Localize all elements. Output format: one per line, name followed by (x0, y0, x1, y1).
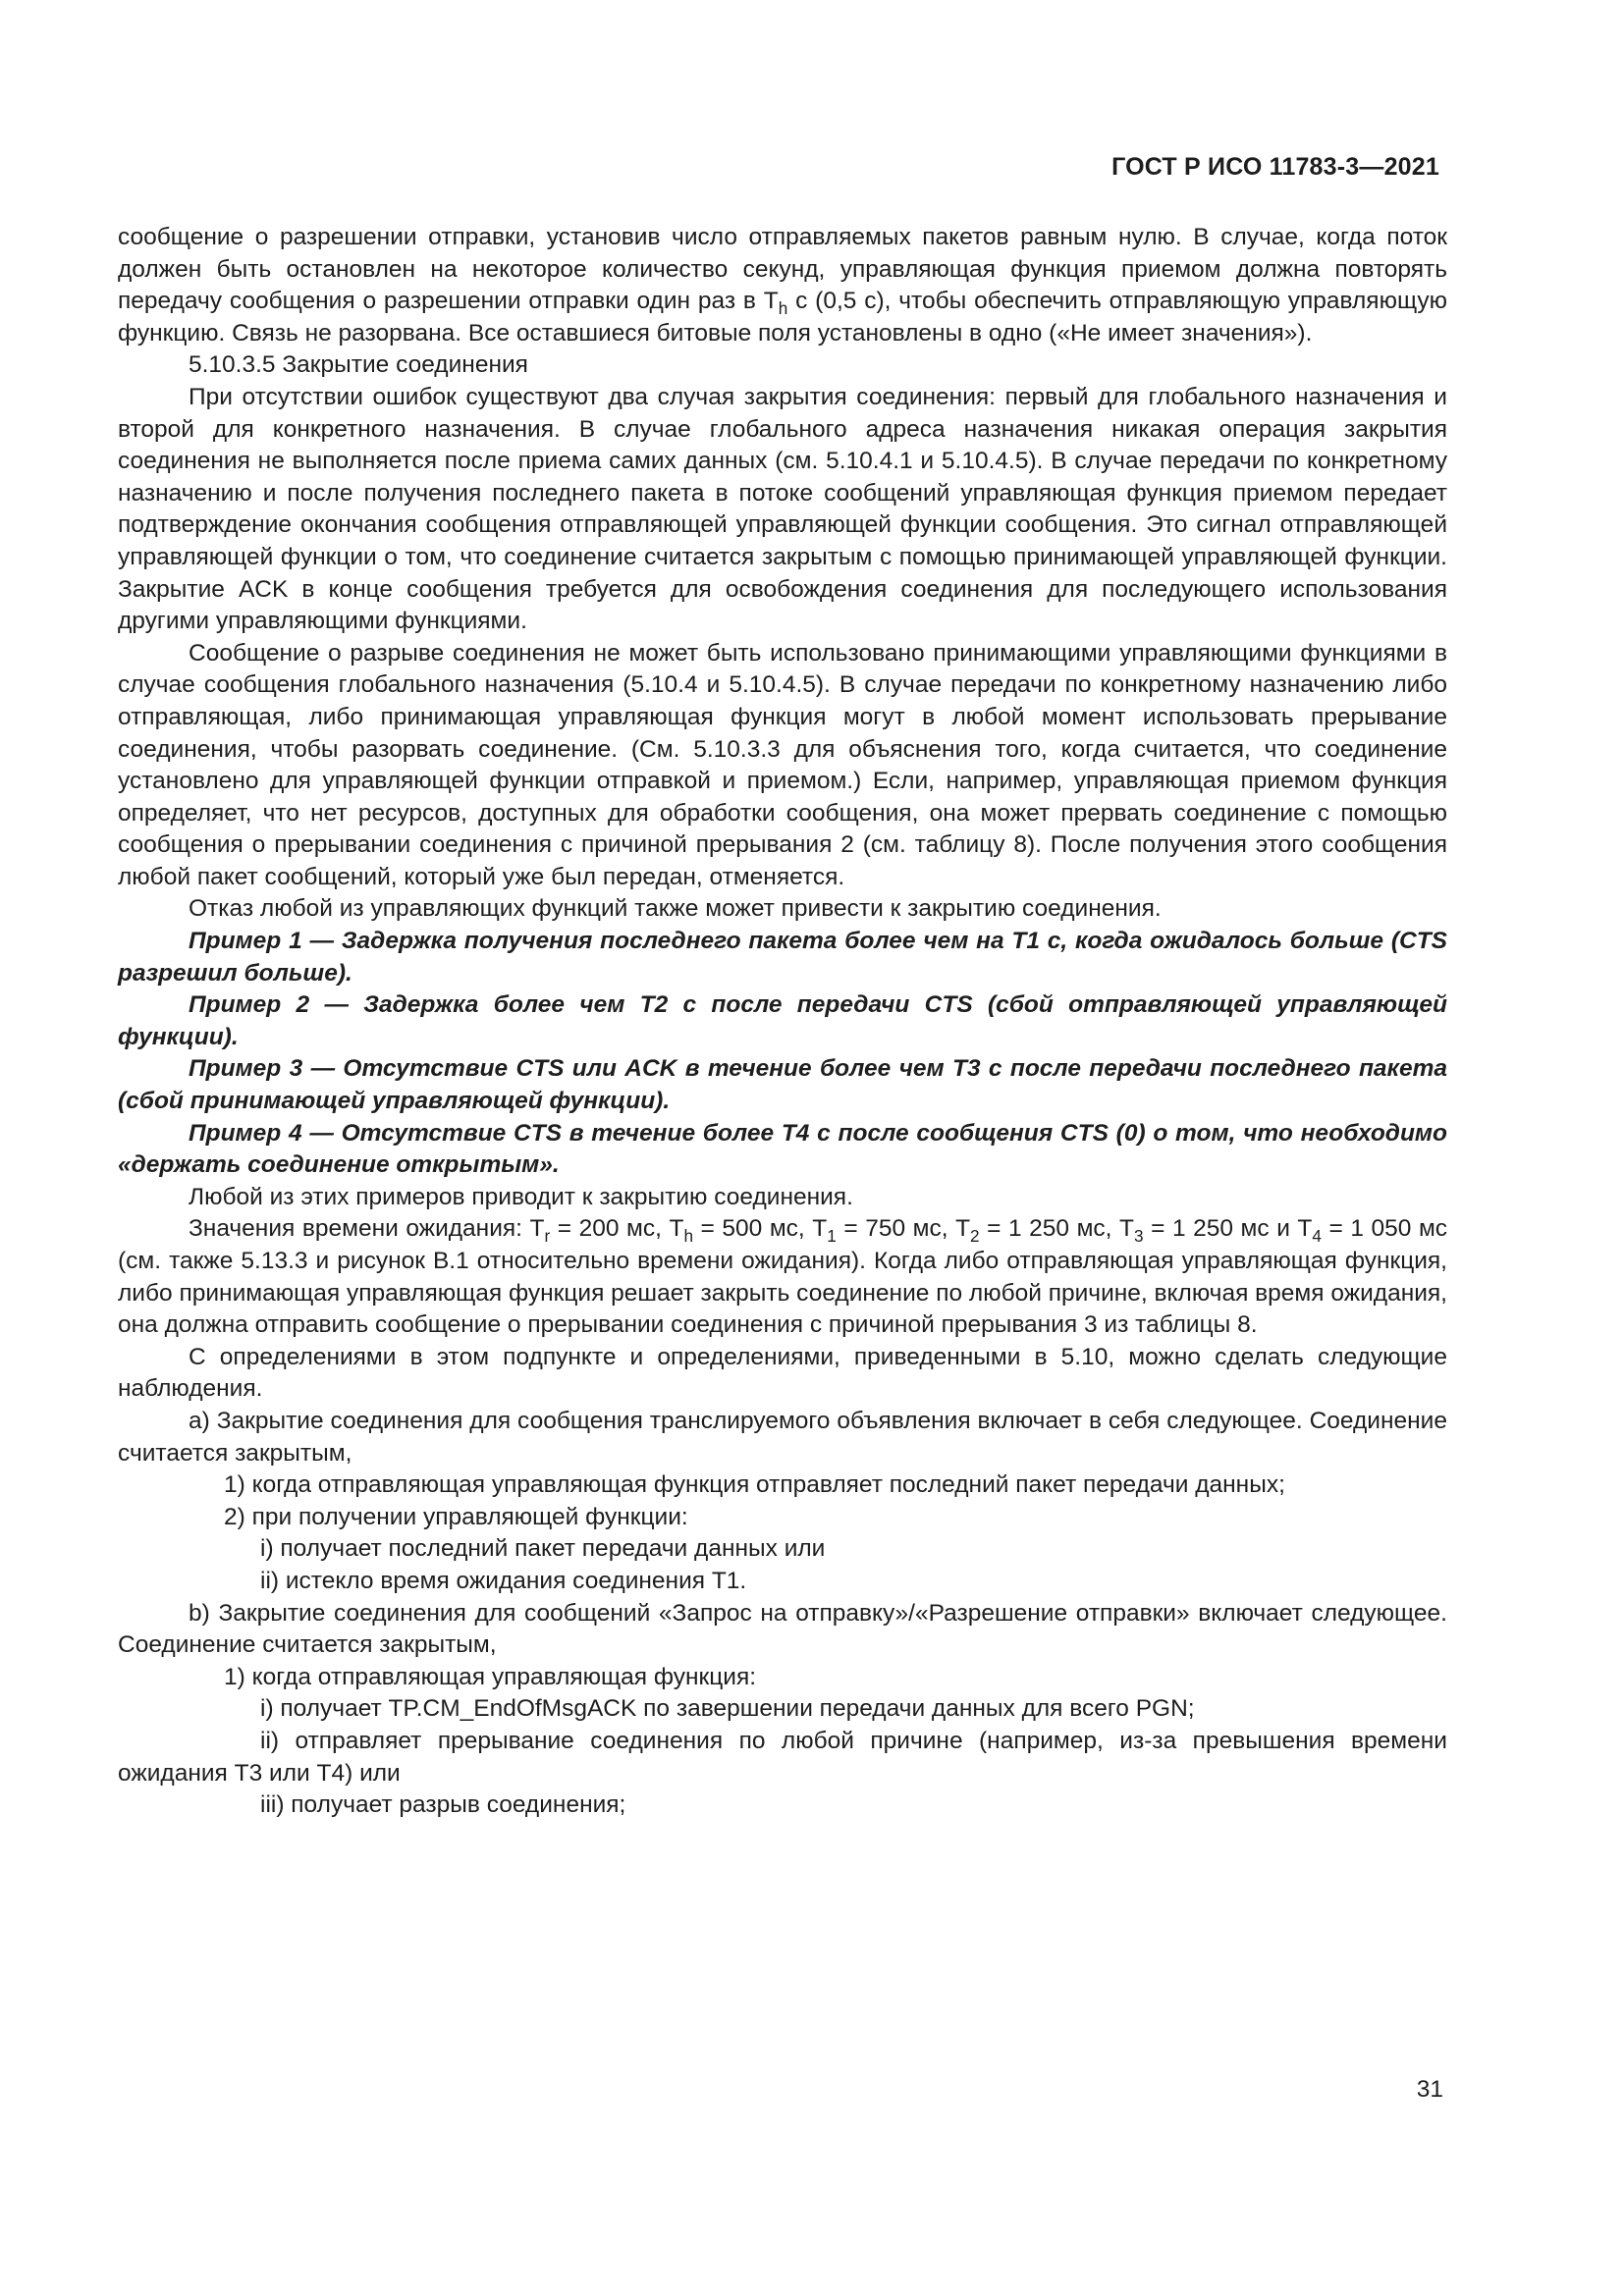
list-item-a: a) Закрытие соединения для сообщения транслируемого объявления включает в себя следующее. Соединение считается закрытым, (118, 1407, 1447, 1467)
example-4: Пример 4 — Отсутствие CTS в течение более T4 с после сообщения CTS (0) о том, что необходимо «держать соединение открытым». (118, 1119, 1447, 1179)
paragraph-timeouts: Значения времени ожидания: $T_r = 200$ мс, $T_h = 500$ мс, $T_1 = 750$ мс, $T_2 = 1$ 250 мс, $T_3 = 1$ 250 мс и $T_4 = 1$ 050 мс (см. также 5.13.3 и рисунок B.1 относительно времени ожидания). Когда либо отправляющая управляющая функция, либо принимающая управляющая функция решает закрыть соединение по любой причине, включая время ожидания, она должна отправить сообщение о прерывании соединения с причиной прерывания 3 из таблицы 8. (118, 1215, 1448, 1339)
list-item-a-2: 2) при получении управляющей функции: (224, 1503, 688, 1530)
list-item-b: b) Закрытие соединения для сообщений «Запрос на отправку»/«Разрешение отправки» включает следующее. Соединение считается закрытым, (118, 1599, 1447, 1659)
paragraph-connection-closing: При отсутствии ошибок существуют два случая закрытия соединения: первый для глобального назначения и второй для конкретного назначения. В случае глобального адреса назначения никакая операция закрытия соединения не выполняется после приема самих данных (см. 5.10.4.1 и 5.10.4.5). В случае передачи по конкретному назначению и после получения последнего пакета в потоке сообщений управляющая функция приемом передает подтверждение окончания сообщения отправляющей управляющей функции сообщения. Это сигнал отправляющей управляющей функции о том, что соединение считается закрытым с помощью принимающей управляющей функции. Закрытие ACK в конце сообщения требуется для освобождения соединения для последующего использования другими управляющими функциями. (118, 383, 1447, 635)
list-item-b-1: 1) когда отправляющая управляющая функция: (224, 1663, 757, 1690)
paragraph-connection-abort: Сообщение о разрыве соединения не может быть использовано принимающими управляющими функциями в случае сообщения глобального назначения (5.10.4 и 5.10.4.5). В случае передачи по конкретному назначению либо отправляющая, либо принимающая управляющая функция могут в любой момент использовать прерывание соединения, чтобы разорвать соединение. (См. 5.10.3.3 для объяснения того, когда считается, что соединение установлено для управляющей функции отправкой и приемом.) Если, например, управляющая приемом функция определяет, что нет ресурсов, доступных для обработки сообщения, она может прервать соединение с помощью сообщения о прерывании соединения с причиной прерывания 2 (см. таблицу 8). После получения этого сообщения любой пакет сообщений, который уже был передан, отменяется. (118, 639, 1447, 890)
list-item-a-1: 1) когда отправляющая управляющая функция отправляет последний пакет передачи данных; (224, 1471, 1285, 1499)
example-2: Пример 2 — Задержка более чем T2 с после передачи CTS (сбой отправляющей управляющей функции). (118, 991, 1447, 1050)
list-item-a-2-i: i) получает последний пакет передачи данных или (260, 1535, 826, 1563)
document-code: ГОСТ Р ИСО 11783-3—2021 (1111, 153, 1439, 181)
list-item-b-1-i: i) получает TP.CM_EndOfMsgACK по завершении передачи данных для всего PGN; (260, 1695, 1195, 1723)
list-item-b-1-iii: iii) получает разрыв соединения; (260, 1791, 626, 1819)
paragraph-examples-result: Любой из этих примеров приводит к закрытию соединения. (189, 1183, 853, 1210)
page-body (118, 222, 1447, 1822)
list-item-a-2-ii: ii) истекло время ожидания соединения T1. (260, 1567, 747, 1594)
paragraph-continuation: сообщение о разрешении отправки, установив число отправляемых пакетов равным нулю. В случае, когда поток должен быть остановлен на некоторое количество секунд, управляющая функция приемом должна повторять передачу сообщения о разрешении отправки один раз в $T_h$ с (0,5 с), чтобы обеспечить отправляющую управляющую функцию. Связь не разорвана. Все оставшиеся битовые поля установлены в одно («Не имеет значения»). (118, 224, 1448, 347)
paragraph-failure: Отказ любой из управляющих функций также может привести к закрытию соединения. (189, 895, 1162, 923)
example-1: Пример 1 — Задержка получения последнего пакета более чем на T1 с, когда ожидалось больше (CTS разрешил больше). (118, 928, 1447, 987)
page-number: 31 (1416, 2076, 1443, 2103)
section-heading: 5.10.3.5 Закрытие соединения (189, 351, 528, 379)
example-3: Пример 3 — Отсутствие CTS или ACK в течение более чем T3 с после передачи последнего пакета (сбой принимающей управляющей функции). (118, 1055, 1447, 1115)
paragraph-observations: С определениями в этом подпункте и определениями, приведенными в 5.10, можно сделать следующие наблюдения. (118, 1343, 1447, 1403)
list-item-b-1-ii: ii) отправляет прерывание соединения по любой причине (например, из-за превышения времени ожидания T3 или T4) или (118, 1727, 1447, 1787)
